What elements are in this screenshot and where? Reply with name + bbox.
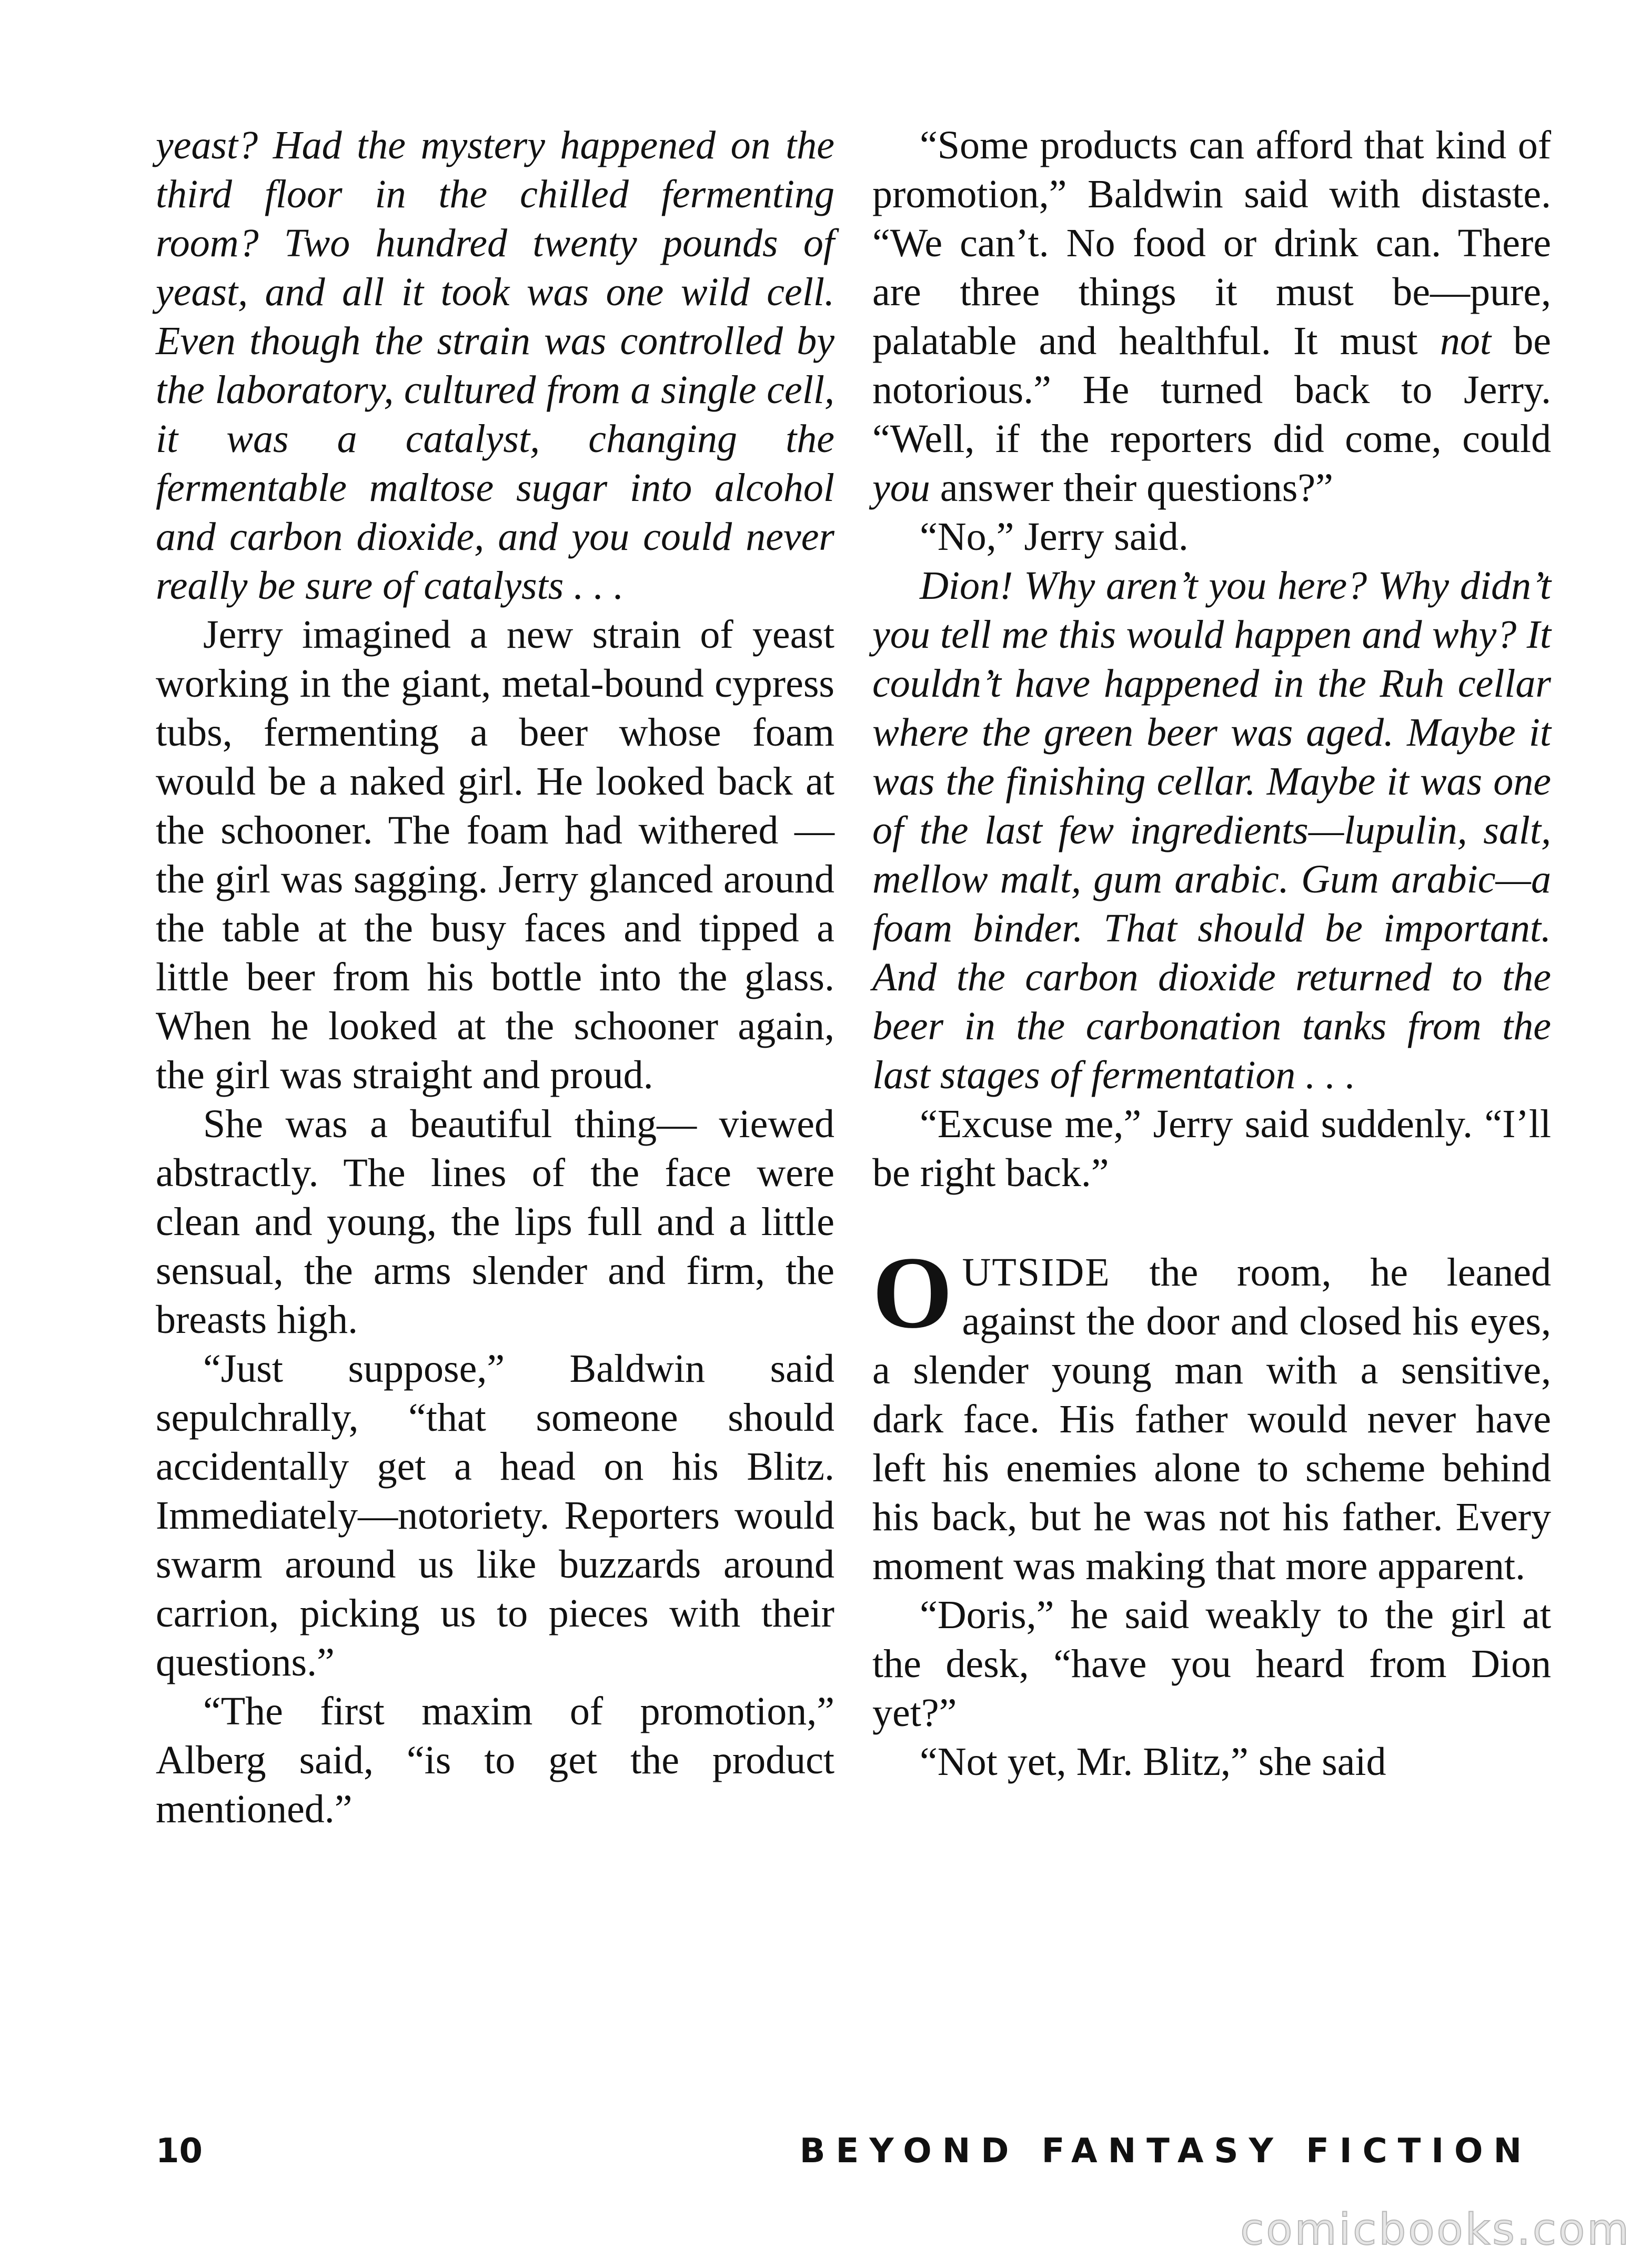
right-paragraph-4: “Excuse me,” Jerry said suddenly. “I’ll be right back.”	[872, 1102, 1551, 1195]
right-p1-text-end: be notorious.” He turned back to Jerry. “Well, if the reporters did come, could	[872, 319, 1551, 461]
left-paragraph-4: “Just suppose,” Baldwin said sepulchrally, “that someone should accidentally get a head on his Blitz. Immediately—notoriety. Reporters would swarm around us like buzzards around carrion, picking us to pieces with their questions.”	[156, 1347, 834, 1684]
right-p1-italic: not	[1440, 319, 1491, 363]
right-column	[872, 121, 1551, 1787]
right-paragraph-6: “Doris,” he said weakly to the girl at the desk, “have you heard from Dion yet?”	[872, 1593, 1551, 1735]
left-paragraph-1: yeast? Had the mystery happened on the third floor in the chilled fermenting room? Two hundred twenty pounds of yeast, and all it took was one wild cell. Even though the strain was controlled by the laboratory, cultured from a single cell, it was a catalyst, changing the fermentable maltose sugar into alcohol and carbon dioxide, and you could never really be sure of catalysts . . .	[156, 123, 834, 608]
right-paragraph-1	[872, 121, 1551, 513]
left-paragraph-2: Jerry imagined a new strain of yeast working in the giant, metal-bound cypress tubs, fermenting a beer whose foam would be a naked girl. He looked back at the schooner. The foam had withered —the girl was sagging. Jerry glanced around the table at the busy faces and tipped a little beer from his bottle into the glass. When he looked at the schooner again, the girl was straight and proud.	[156, 613, 834, 1097]
drop-cap: O	[872, 1236, 953, 1350]
watermark: comicbooks.com	[1240, 2205, 1631, 2255]
right-p5-text: the room, he leaned against the door and closed his eyes, a slender young man with a sensitive, dark face. His father would never have left his enemies alone to scheme behind his back, but he was not his father. Every moment was making that more apparent.	[872, 1250, 1551, 1588]
left-paragraph-5: “The first maxim of promotion,” Alberg said, “is to get the product mentioned.”	[156, 1689, 834, 1831]
right-p1-italic-2: you	[872, 466, 930, 510]
left-column	[156, 121, 834, 1834]
page-number: 10	[156, 2132, 203, 2171]
right-paragraph-2: “No,” Jerry said.	[920, 515, 1189, 559]
section-lead-caps: UTSIDE	[962, 1250, 1111, 1294]
right-paragraph-3: Dion! Why aren’t you here? Why didn’t you tell me this would happen and why? It couldn’t have happened in the Ruh cellar where the green beer was aged. Maybe it was the finishing cellar. Maybe it was one of the last few ingredients—lupulin, salt, mellow malt, gum arabic. Gum arabic—a foam binder. That should be important. And the carbon dioxide returned to the beer in the carbonation tanks from the last stages of fermentation . . .	[872, 564, 1551, 1097]
right-paragraph-5	[872, 1236, 1551, 1591]
magazine-title: BEYOND FANTASY FICTION	[799, 2132, 1532, 2171]
right-p1-text: “Some products can afford that kind of promotion,” Baldwin said with distaste. “We can’t. No food or drink can. There are three things it must be—pure, palatable and healthful. It must	[872, 123, 1551, 363]
right-paragraph-7: “Not yet, Mr. Blitz,” she said	[920, 1740, 1386, 1784]
left-paragraph-3: She was a beautiful thing— viewed abstractly. The lines of the face were clean and young, the lips full and a little sensual, the arms slender and firm, the breasts high.	[156, 1102, 834, 1342]
right-p1-text-end-2: answer their questions?”	[940, 466, 1333, 510]
